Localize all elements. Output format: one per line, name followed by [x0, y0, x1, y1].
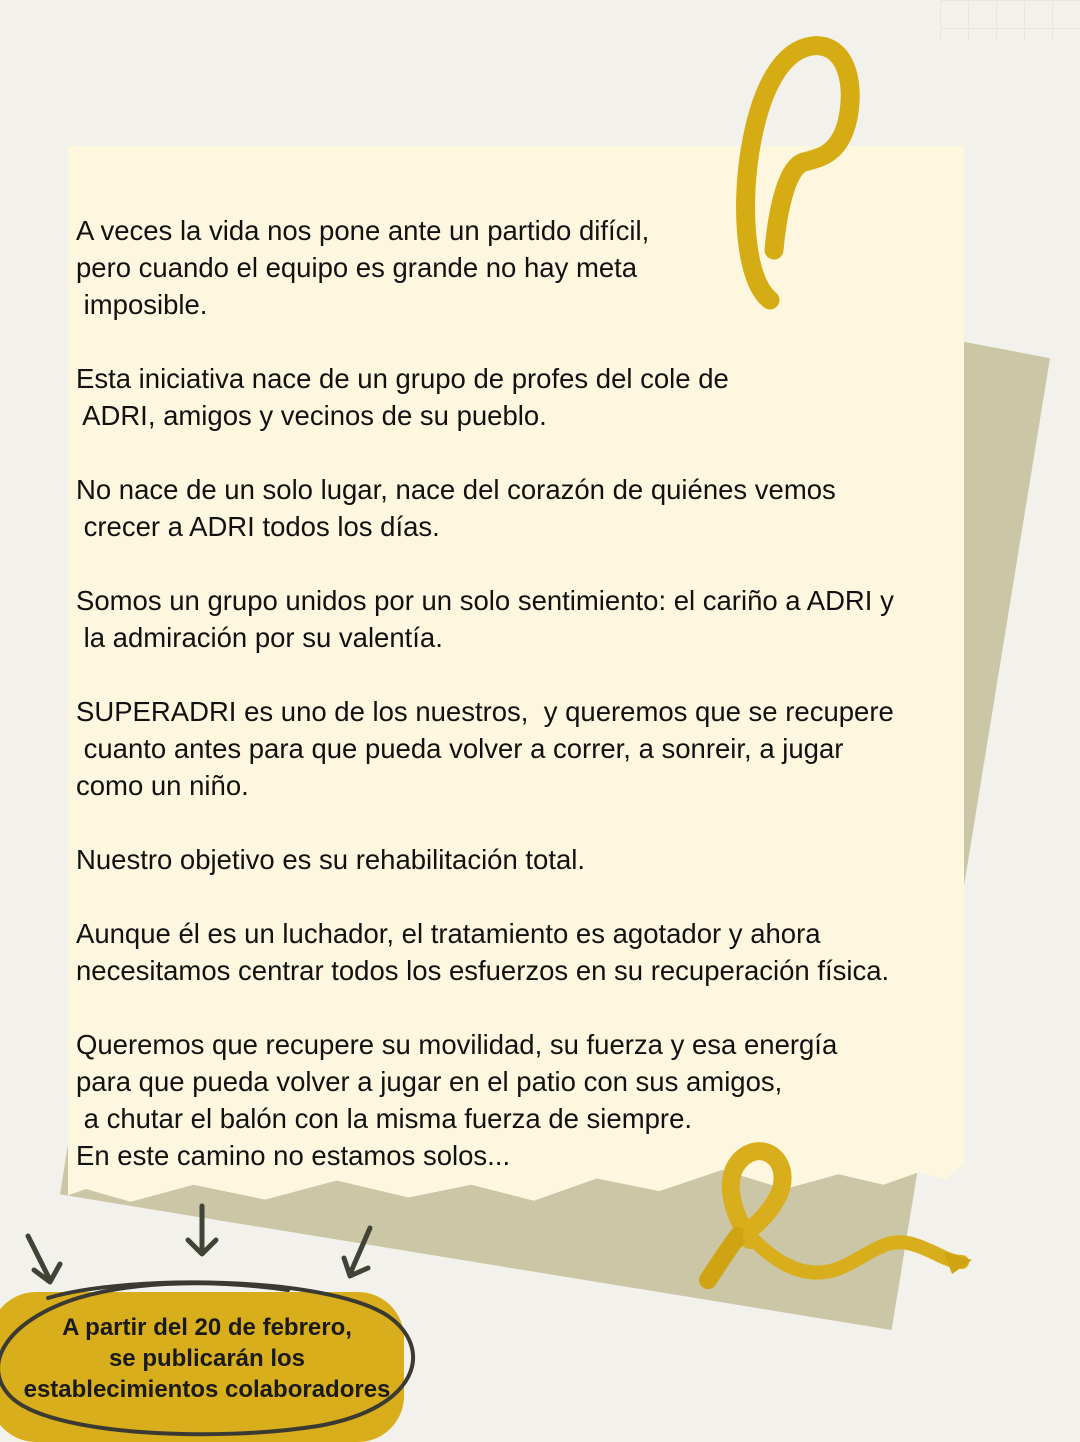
paragraph-7: Aunque él es un luchador, el tratamiento es agotador y ahora necesitamos centrar todos los esfuerzos en su recuperación física. — [76, 918, 890, 986]
paragraph-6: Nuestro objetivo es su rehabilitación total. — [76, 844, 586, 875]
callout-line-1: A partir del 20 de febrero, — [62, 1314, 352, 1341]
grid-paper-corner — [940, 0, 1080, 40]
paragraph-1: A veces la vida nos pone ante un partido difícil, pero cuando el equipo es grande no hay meta imposible. — [76, 215, 650, 320]
paragraph-2: Esta iniciativa nace de un grupo de profes del cole de ADRI, amigos y vecinos de su pueblo. — [76, 363, 729, 431]
paragraph-4: Somos un grupo unidos por un solo sentimiento: el cariño a ADRI y la admiración por su valentía. — [76, 585, 894, 653]
callout-text — [0, 1312, 414, 1405]
arrow-down-icon — [180, 1200, 224, 1262]
awareness-ribbon-icon — [690, 1140, 980, 1300]
callout-line-2: se publicarán los — [108, 1345, 306, 1372]
paragraph-5: SUPERADRI es uno de los nuestros, y queremos que se recupere cuanto antes para que pueda volver a correr, a sonreir, a jugar como un niño. — [76, 696, 894, 801]
callout-line-3: establecimientos colaboradores — [23, 1376, 391, 1403]
paragraph-3: No nace de un solo lugar, nace del corazón de quiénes vemos crecer a ADRI todos los días. — [76, 474, 836, 542]
paragraph-8: Queremos que recupere su movilidad, su fuerza y esa energía para que pueda volver a jugar en el patio con sus amigos, a chutar el balón con la misma fuerza de siempre. En este camino no estamos solos... — [76, 1029, 838, 1171]
letter-body — [76, 212, 976, 1174]
